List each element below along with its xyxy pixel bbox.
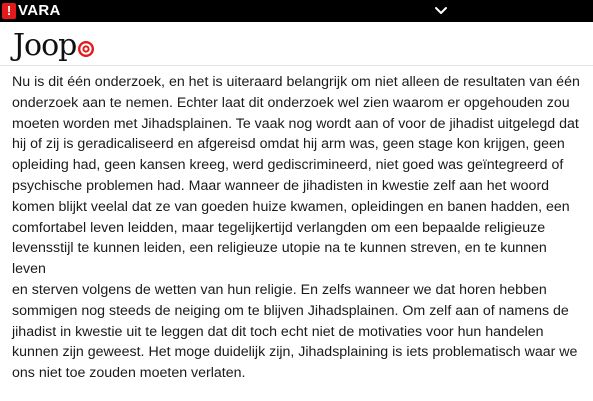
top-bar <box>0 0 593 22</box>
chevron-down-icon[interactable] <box>434 4 448 18</box>
vara-brand-name: VARA <box>18 2 61 19</box>
joop-logo[interactable] <box>13 26 95 66</box>
site-header <box>0 22 593 66</box>
vara-badge: ! <box>2 3 16 19</box>
joop-logo-text: Joop <box>13 28 77 63</box>
vara-logo[interactable] <box>2 0 61 22</box>
target-icon <box>77 40 95 58</box>
article-paragraph: Nu is dit één onderzoek, en het is uiteraard belangrijk om niet alleen de resultaten van één onderzoek aan te nemen. Echter laat dit onderzoek wel zien waarom er opgehouden zou moeten worden met Jihadsplainen. Te vaak nog wordt aan of voor de jihadist uitgelegd dat hij of zij is geradicaliseerd en afgereisd omdat hij arm was, geen stage kon krijgen, geen opleiding had, geen kansen kreeg, werd gediscrimineerd, niet goed was geïntegreerd of psychische problemen had. Maar wanneer de jihadisten in kwestie zelf aan het woord komen blijkt veelal dat ze van goeden huize kwamen, opleidingen en banen hadden, een comfortabel leven leidden, maar tegelijkertijd verlangden om een bepaalde religieuze levensstijl te kunnen leiden, een religieuze utopie na te kunnen streven, en te kunnen leven en sterven volgens de wetten van hun religie. En zelfs wanneer we dat horen hebben sommigen nog steeds de neiging om te blijven Jihadsplainen. Om zelf aan of namens de jihadist in kwestie uit te leggen dat dit toch echt niet de motivaties voor hun handelen kunnen zijn geweest. Het moge duidelijk zijn, Jihadsplaining is iets problematisch waar we ons niet toe zouden moeten verlaten. <box>12 74 580 382</box>
